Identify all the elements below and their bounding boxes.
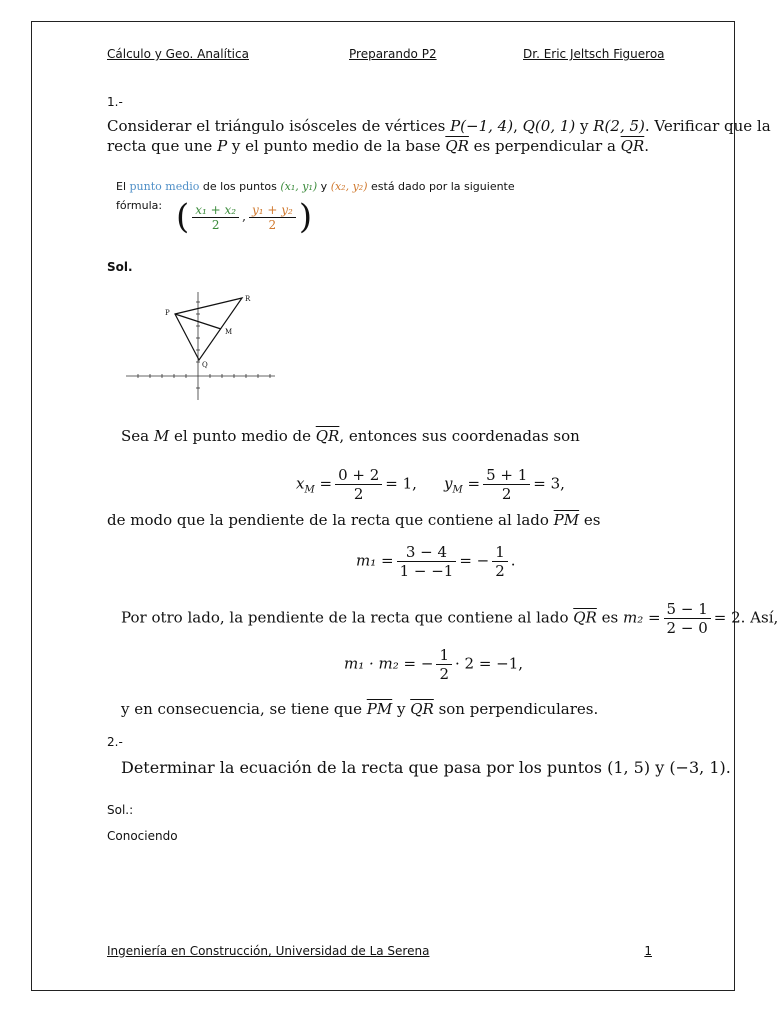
solution-1-label: Sol. — [107, 260, 133, 274]
solution-1-line-5: Por otro lado, la pendiente de la recta que contiene al lado $\overline{QR}$ es m₂ = $\frac{5 - 1}{2 - 0}$ = 2. Así, — [121, 600, 778, 637]
footer-page-number: 1 — [644, 944, 652, 958]
formula-label: fórmula: — [116, 199, 163, 212]
figure-label-m: M — [225, 328, 233, 336]
slope-m1-equation: m₁ = $\frac{3 - 4}{1 - -1}$ = − $\frac{1}{2}$ . — [356, 543, 516, 580]
slope-product-equation: m₁ · m₂ = − $\frac{1}{2}$ · 2 = −1, — [344, 646, 524, 683]
midpoint-formula: ( $\frac{\text{x₁ + x₂}}{2}$ , $\frac{\text{y₁ + y₂}}{2}$ ) — [176, 197, 313, 237]
triangle-figure — [120, 288, 280, 403]
midpoint-y-equation: $y_M$ = $\frac{5 + 1}{2}$ = 3, — [444, 466, 565, 503]
figure-label-r: R — [245, 295, 251, 303]
page-border — [31, 21, 735, 991]
solution-1-line-3: de modo que la pendiente de la recta que contiene al lado $\overline{PM}$ es — [107, 511, 601, 529]
figure-label-p: P — [165, 309, 170, 317]
problem-1-line-2: recta que une P y el punto medio de la base $\overline{QR}$ es perpendicular a $\overline{QR}$. — [107, 137, 650, 155]
problem-1-line-1: Considerar el triángulo isósceles de vértices P(−1, 4), Q(0, 1) y R(2, 5). Verificar que la — [107, 117, 771, 135]
problem-2-statement: Determinar la ecuación de la recta que pasa por los puntos (1, 5) y (−3, 1). — [121, 758, 731, 777]
problem-1-number: 1.- — [107, 95, 123, 109]
header-topic: Preparando P2 — [349, 47, 437, 61]
footer — [107, 944, 652, 958]
header-course: Cálculo y Geo. Analítica — [107, 47, 249, 61]
midpoint-definition: El punto medio de los puntos (x₁, y₁) y (x₂, y₂) está dado por la siguiente — [116, 180, 515, 193]
figure-label-q: Q — [202, 361, 208, 369]
header-author: Dr. Eric Jeltsch Figueroa — [523, 47, 665, 61]
solution-1-line-1: Sea M el punto medio de $\overline{QR}$, entonces sus coordenadas son — [121, 427, 580, 445]
footer-institution: Ingeniería en Construcción, Universidad de La Serena — [107, 944, 430, 958]
solution-2-label: Sol.: — [107, 803, 134, 817]
midpoint-x-equation: $x_M$ = $\frac{0 + 2}{2}$ = 1, — [296, 466, 417, 503]
solution-1-conclusion: y en consecuencia, se tiene que $\overline{PM}$ y $\overline{QR}$ son perpendiculares. — [121, 700, 599, 718]
solution-2-text: Conociendo — [107, 829, 178, 843]
problem-2-number: 2.- — [107, 735, 123, 749]
